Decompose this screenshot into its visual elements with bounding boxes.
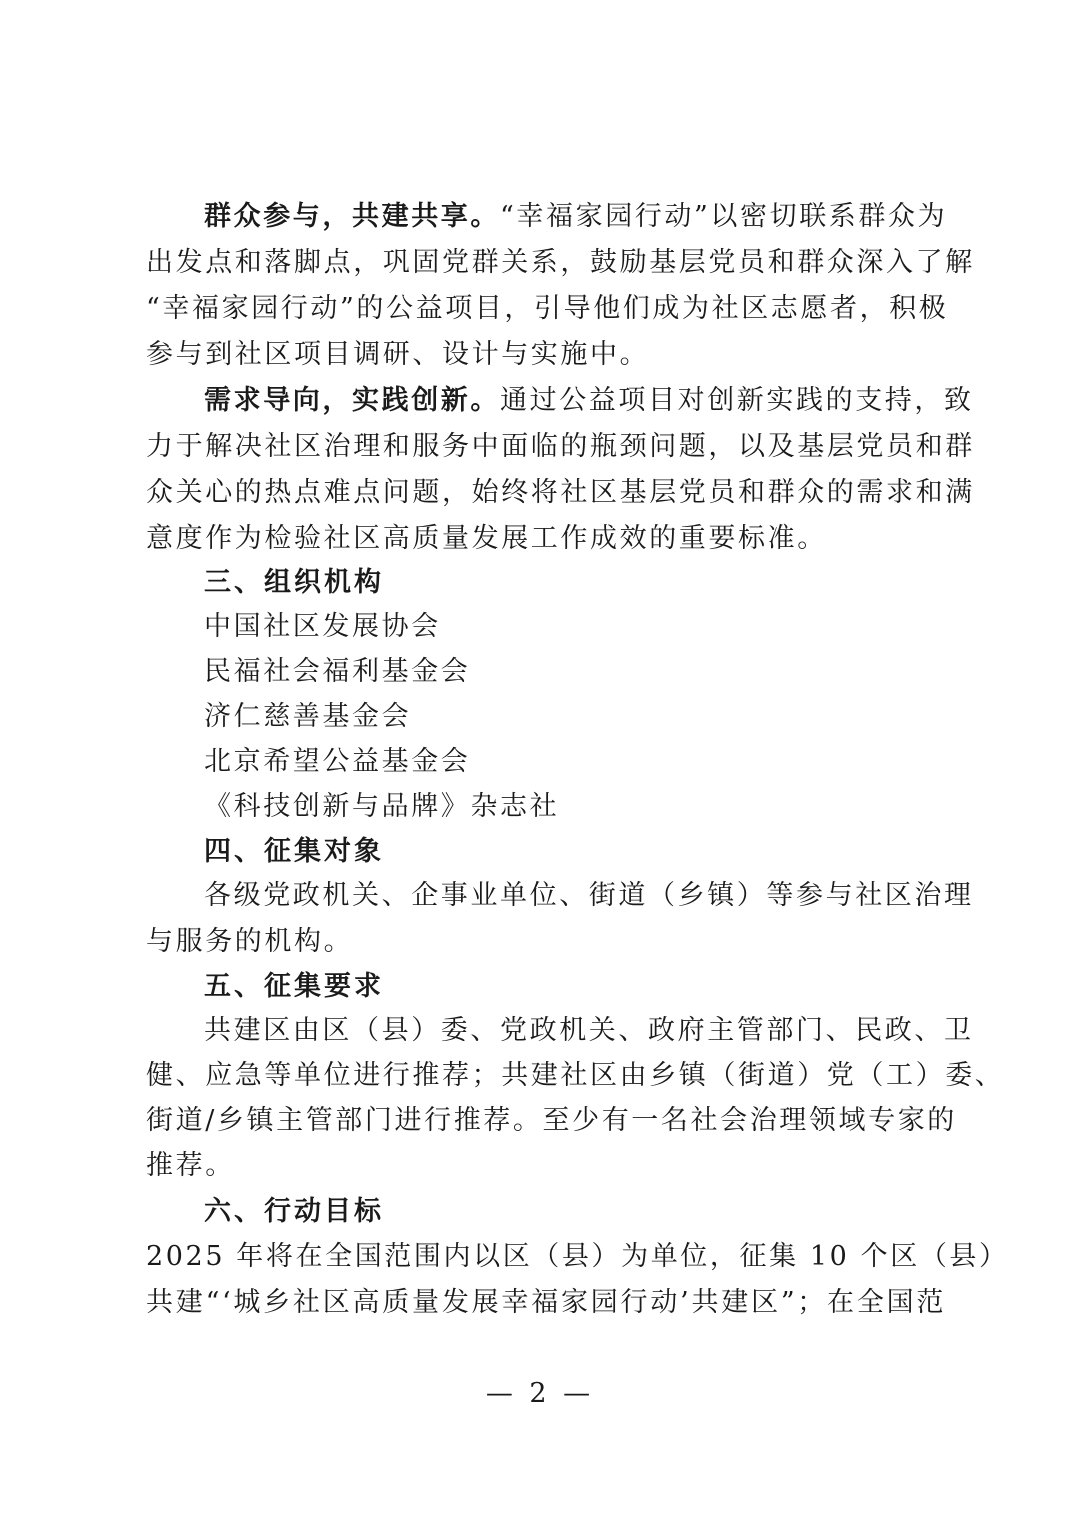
paragraph-2-line-1 [204, 378, 974, 423]
section-6-heading: 六、行动目标 [204, 1196, 384, 1227]
organization-item: 北京希望公益基金会 [204, 746, 471, 777]
paragraph-2-line-3: 众关心的热点难点问题，始终将社区基层党员和群众的需求和满 [146, 477, 975, 508]
section-4-heading: 四、征集对象 [204, 836, 384, 867]
page-number: — 2 — [485, 1378, 595, 1409]
paragraph-1-lead: 群众参与，共建共享。 [204, 201, 500, 232]
organization-item: 济仁慈善基金会 [204, 701, 412, 732]
paragraph-1-text: “幸福家园行动”以密切联系群众为 [500, 201, 948, 232]
paragraph-1-line-1 [204, 194, 946, 239]
section-5-line-4: 推荐。 [146, 1150, 235, 1181]
section-6-line-1: 2025 年将在全国范围内以区（县）为单位，征集 10 个区（县） [146, 1241, 1009, 1272]
section-6-line-2: 共建“‘城乡社区高质量发展幸福家园行动’共建区”；在全国范 [146, 1287, 946, 1318]
paragraph-1-line-4: 参与到社区项目调研、设计与实施中。 [146, 339, 650, 370]
organization-item: 《科技创新与品牌》杂志社 [204, 791, 560, 822]
paragraph-1-line-3: “幸福家园行动”的公益项目，引导他们成为社区志愿者，积极 [146, 293, 949, 324]
paragraph-2-lead: 需求导向，实践创新。 [204, 385, 500, 416]
organization-item: 中国社区发展协会 [204, 611, 441, 642]
section-4-line-2: 与服务的机构。 [146, 926, 354, 957]
section-3-heading: 三、组织机构 [204, 567, 384, 598]
section-4-line-1: 各级党政机关、企事业单位、街道（乡镇）等参与社区治理 [204, 880, 974, 911]
section-5-line-1: 共建区由区（县）委、党政机关、政府主管部门、民政、卫 [204, 1015, 974, 1046]
paragraph-2-line-2: 力于解决社区治理和服务中面临的瓶颈问题，以及基层党员和群 [146, 431, 975, 462]
organization-item: 民福社会福利基金会 [204, 656, 471, 687]
paragraph-1-line-2: 出发点和落脚点，巩固党群关系，鼓励基层党员和群众深入了解 [146, 247, 975, 278]
paragraph-2-line-4: 意度作为检验社区高质量发展工作成效的重要标准。 [146, 523, 827, 554]
section-5-line-3: 街道/乡镇主管部门进行推荐。至少有一名社会治理领域专家的 [146, 1105, 957, 1136]
paragraph-2-text: 通过公益项目对创新实践的支持，致 [500, 385, 974, 416]
section-5-line-2: 健、应急等单位进行推荐；共建社区由乡镇（街道）党（工）委、 [146, 1060, 1005, 1091]
section-5-heading: 五、征集要求 [204, 971, 384, 1002]
